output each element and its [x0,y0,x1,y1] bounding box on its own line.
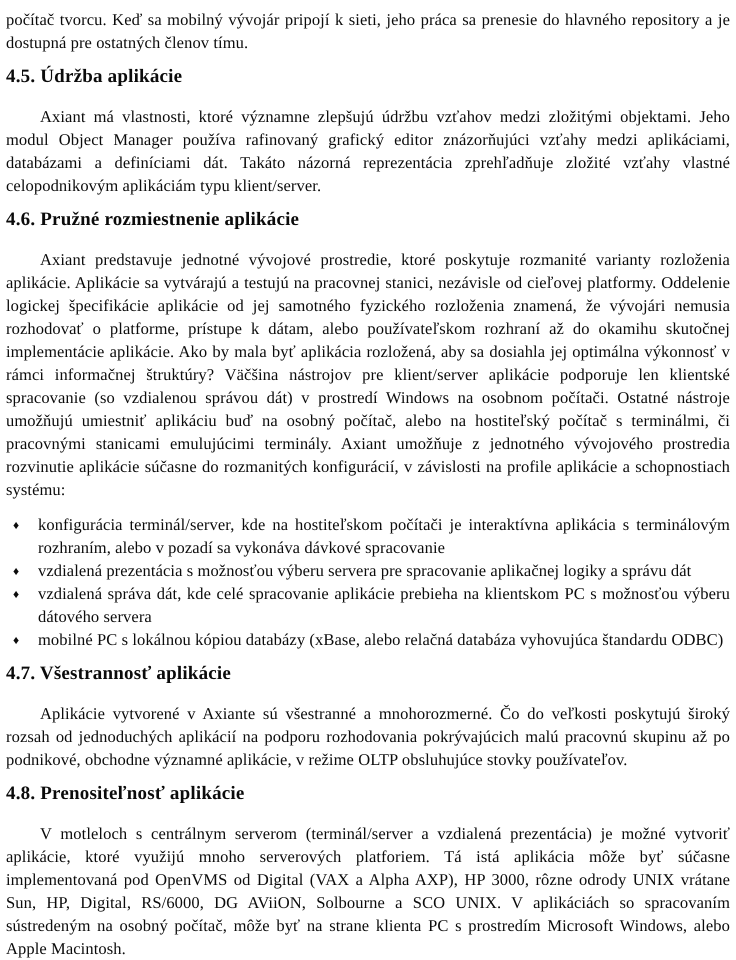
section-4-8-prenositelnost [6,783,730,960]
section-4-7-vsestrannost [6,663,730,771]
section-4-6-pruzne-rozmiestnenie [6,209,730,651]
section-4-6-heading: 4.6. Pružné rozmiestnenie aplikácie [6,209,300,230]
list-item-text: konfigurácia terminál/server, kde na hostiteľskom počítači je interaktívna aplikácia s terminálovým rozhraním, alebo v pozadí sa vykonáva dávkové spracovanie [38,515,730,557]
section-4-6-paragraph: Axiant predstavuje jednotné vývojové prostredie, ktoré poskytuje rozmanité varianty rozloženia aplikácie. Aplikácie sa vytvárajú a testujú na pracovnej stanici, nezávisle od cieľovej platformy. Oddelenie logickej špecifikácie aplikácie od jej samotného fyzického rozloženia znamená, že vývojári nemusia rozhodovať o platforme, prístupe k dátam, alebo používateľskom rozhraní až do okamihu skutočnej implementácie aplikácie. Ako by mala byť aplikácia rozložená, aby sa dosiahla jej optimálna výkonnosť v rámci informačnej štruktúry? Väčšina nástrojov pre klient/server aplikácie podporuje len klientské spracovanie (so vzdialenou správou dát) v prostredí Windows na osobnom počítači. Ostatné nástroje umožňujú umiestniť aplikáciu buď na osobný počítač, alebo na hostiteľský počítač s terminálmi, či pracovnými stanicami emulujúcimi terminály. Axiant umožňuje z jednotného vývojového prostredia rozvinutie aplikácie súčasne do rozmanitých konfigurácií, v závislosti na profile aplikácie a schopnostiach systému: [6,250,730,499]
bullet-diamond-icon: ♦ [13,518,20,532]
section-4-8-paragraph: V motleloch s centrálnym serverom (terminál/server a vzdialená prezentácia) je možné vytvoriť aplikácie, ktoré využijú mnoho serverových platforiem. Tá istá aplikácia môže byť súčasne implementovaná pod OpenVMS od Digital (VAX a Alpha AXP), HP 3000, rôzne odrody UNIX vrátane Sun, HP, Digital, RS/6000, DG AViiON, Solbourne a SCO UNIX. V aplikáciách so spracovaním sústredeným na osobný počítač, môže byť na strane klienta PC s prostredím Microsoft Windows, alebo Apple Macintosh. [6,824,730,958]
section-4-5-paragraph: Axiant má vlastnosti, ktoré významne zlepšujú údržbu vzťahov medzi zložitými objektami. Jeho modul Object Manager používa rafinovaný grafický editor znázorňujúci vzťahy medzi aplikáciami, databázami a definíciami dát. Takáto názorná reprezentácia zprehľadňuje zložité vzťahy vlastné celopodnikovým aplikáciám typu klient/server. [6,107,730,195]
bullet-diamond-icon: ♦ [13,564,20,578]
list-item-remote-presentation [6,559,730,582]
section-4-5-udrzba-aplikacie [6,66,730,197]
list-item-text: vzdialená prezentácia s možnosťou výberu servera pre spracovanie aplikačnej logiky a správu dát [38,561,692,580]
list-item-terminal-server [6,513,730,559]
list-item-mobile-pc [6,628,730,651]
list-item-text: vzdialená správa dát, kde celé spracovanie aplikácie prebieha na klientskom PC s možnosťou výberu dátového servera [38,584,730,626]
list-item-remote-data-management [6,582,730,628]
bullet-diamond-icon: ♦ [13,587,20,601]
bullet-diamond-icon: ♦ [13,633,20,647]
section-4-8-heading: 4.8. Prenositeľnosť aplikácie [6,783,245,804]
section-4-7-heading: 4.7. Všestrannosť aplikácie [6,663,232,684]
list-item-text: mobilné PC s lokálnou kópiou databázy (xBase, alebo relačná databáza vyhovujúca štandardu ODBC) [38,630,724,649]
intro-continuation-paragraph: počítač tvorcu. Keď sa mobilný vývojár pripojí k sieti, jeho práca sa prenesie do hlavného repository a je dostupná pre ostatných členov tímu. [6,10,730,52]
deployment-options-list [6,513,730,651]
section-4-5-heading: 4.5. Údržba aplikácie [6,66,183,87]
section-4-7-paragraph: Aplikácie vytvorené v Axiante sú všestranné a mnohorozmerné. Čo do veľkosti poskytujú široký rozsah od jednoduchých aplikácií na podporu rozhodovania pokrývajúcich malú pracovnú skupinu až po podnikové, obchodne významné aplikácie, v režime OLTP obsluhujúce stovky používateľov. [6,704,730,769]
